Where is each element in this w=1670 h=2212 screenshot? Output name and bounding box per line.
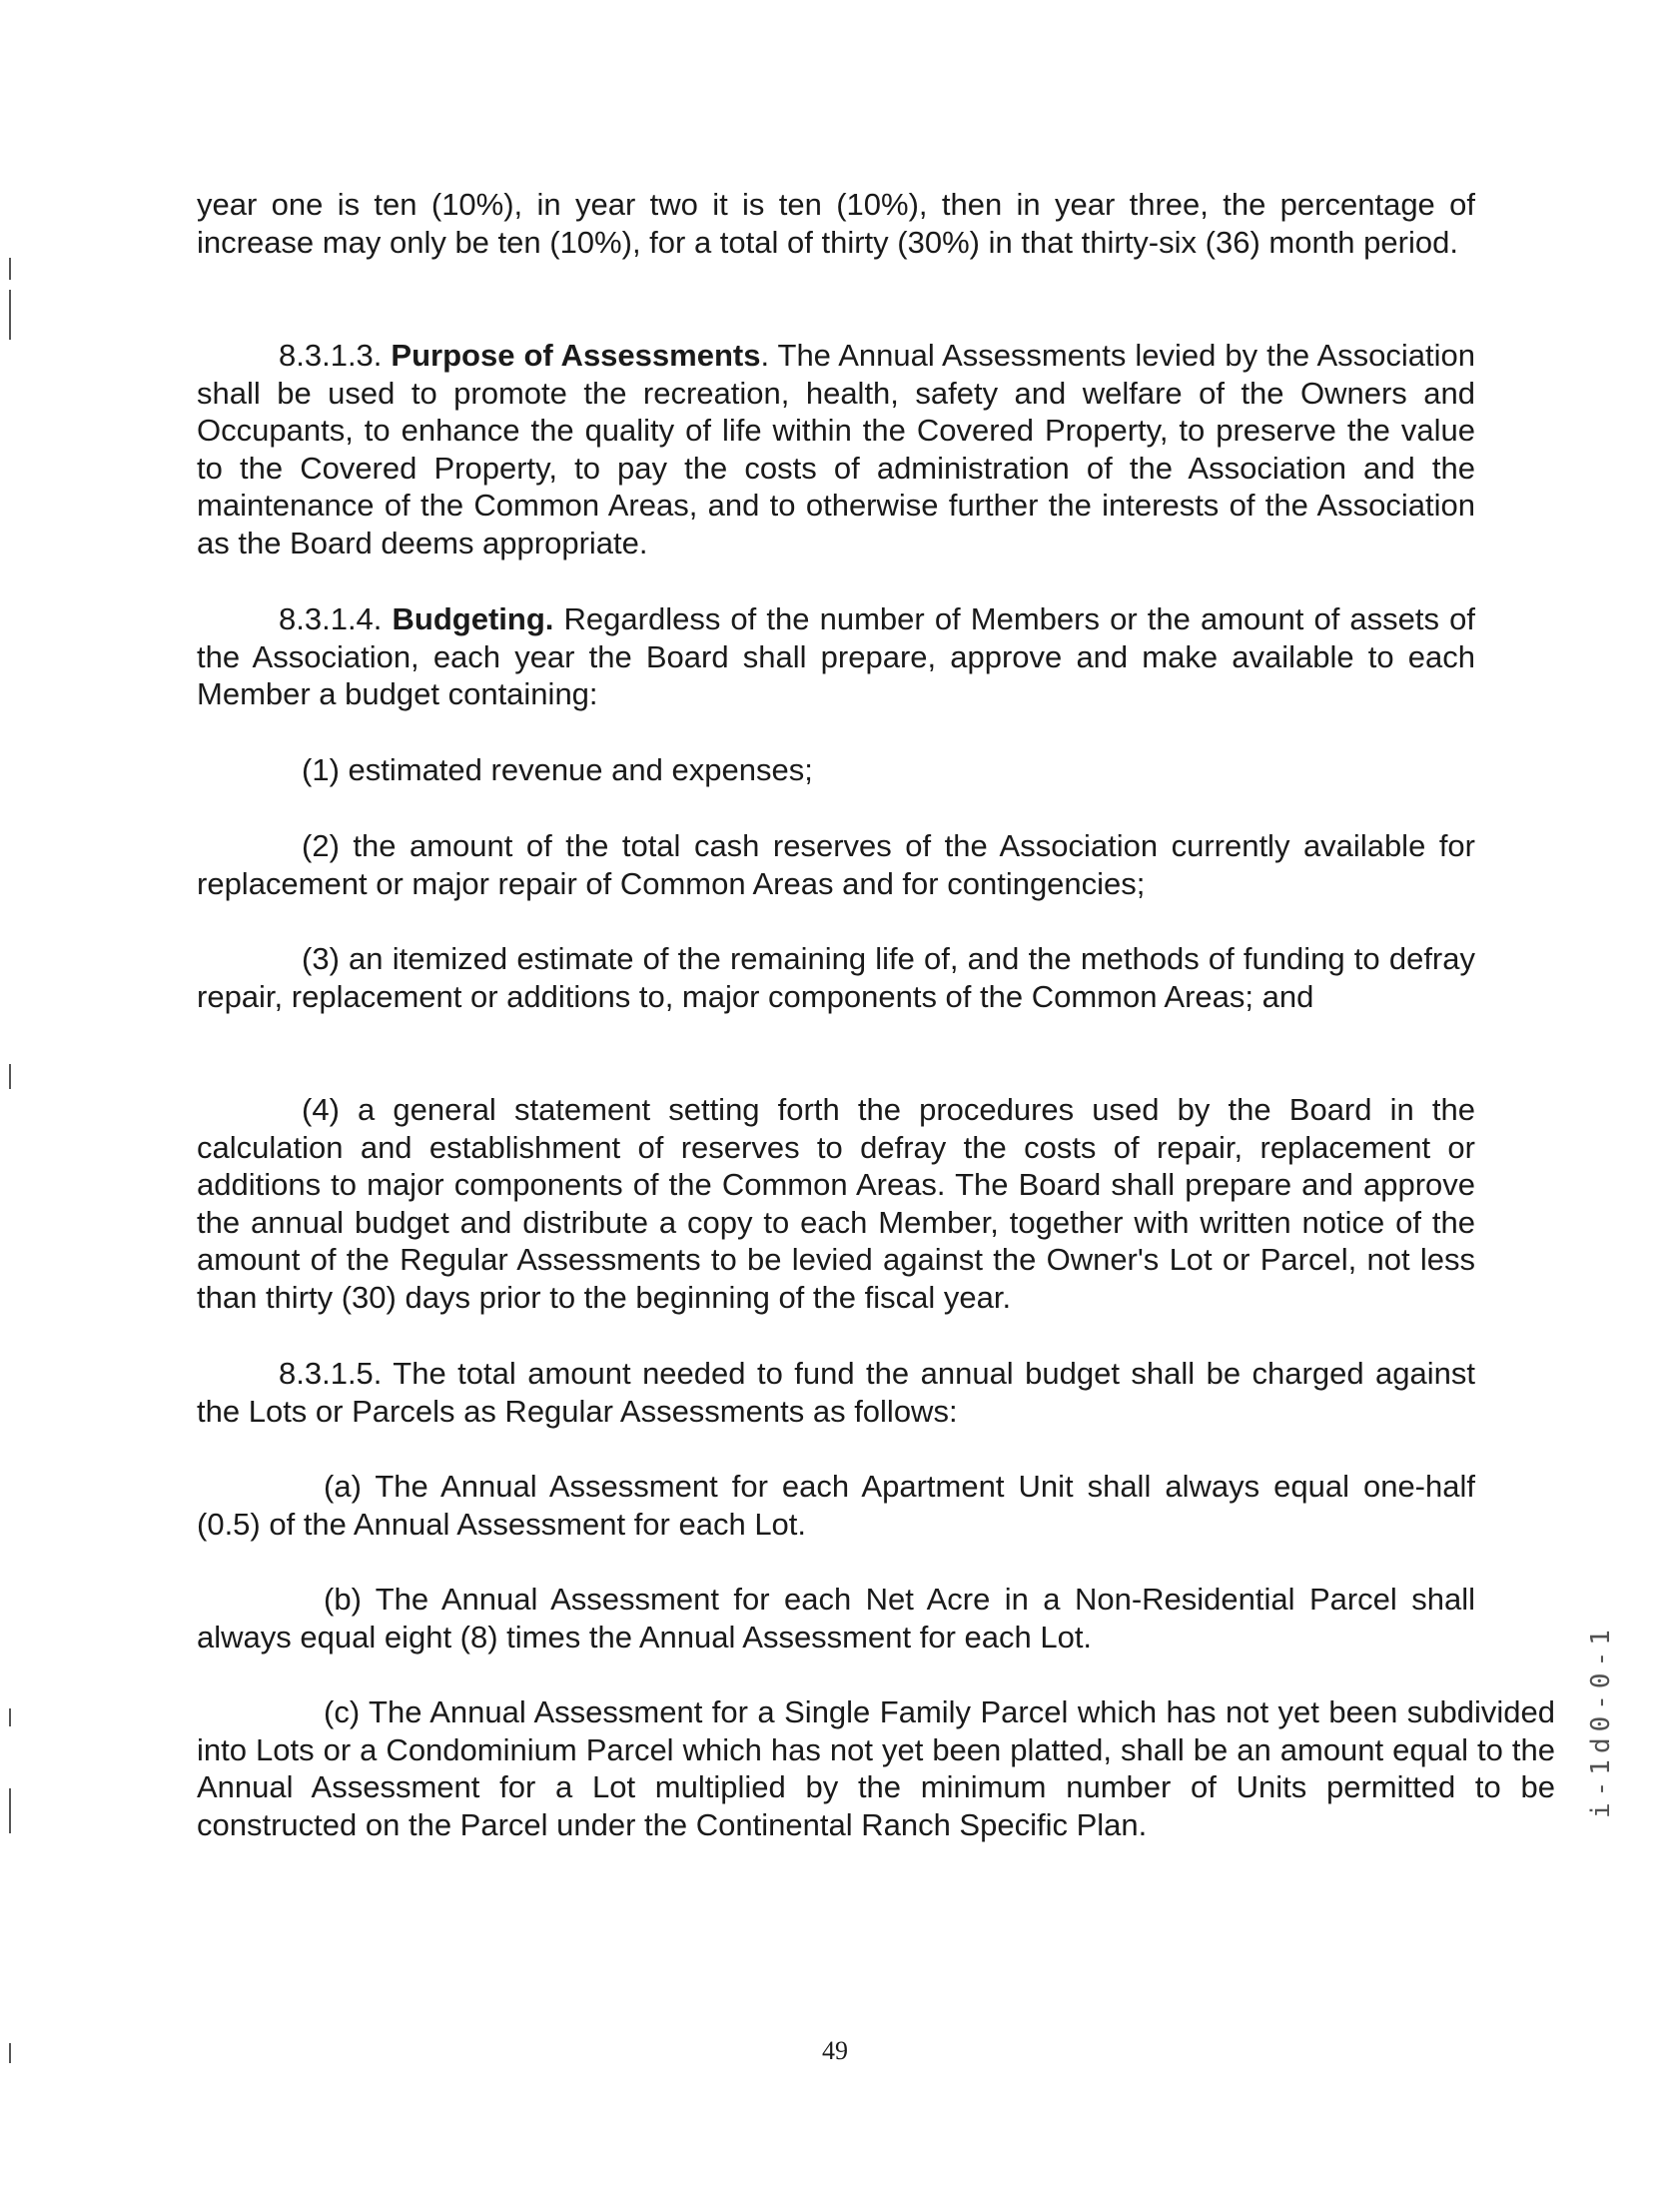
paragraph-continuation: year one is ten (10%), in year two it is ten (10%), then in year three, the percentage of increase may only be ten (10%), for a total of thirty (30%) in that thirty-six (36) month period. bbox=[197, 187, 1475, 260]
section-8-3-1-5: 8.3.1.5. The total amount needed to fund the annual budget shall be charged against the Lots or Parcels as Regular Assessments as follows: bbox=[197, 1356, 1475, 1429]
list-item-a: (a) The Annual Assessment for each Apartment Unit shall always equal one-half (0.5) of the Annual Assessment for each Lot. bbox=[197, 1469, 1475, 1542]
section-body: Regardless of the number of Members or the amount of assets of the Association, each year the Board shall prepare, approve and make available to each Member a budget containing: bbox=[197, 601, 1475, 712]
list-item-4: (4) a general statement setting forth the procedures used by the Board in the calculation and establishment of reserves to defray the costs of repair, replacement or additions to major components of the Common Areas. The Board shall prepare and approve the annual budget and distribute a copy to each Member, together with written notice of the amount of the Regular Assessments to be levied against the Owner's Lot or Parcel, not less than thirty (30) days prior to the beginning of the fiscal year. bbox=[197, 1092, 1475, 1315]
scan-margin-mark bbox=[9, 1788, 11, 1833]
list-item-1: (1) estimated revenue and expenses; bbox=[302, 752, 813, 787]
scan-margin-mark bbox=[9, 1708, 11, 1726]
section-8-3-1-4 bbox=[197, 600, 1475, 713]
section-heading: Budgeting. bbox=[392, 601, 554, 636]
recording-stamp: i-1d0-0-1 bbox=[1586, 1624, 1616, 1818]
list-item-2: (2) the amount of the total cash reserves of the Association currently available for replacement or major repair of Common Areas and for contingencies; bbox=[197, 828, 1475, 901]
scan-margin-mark bbox=[9, 290, 11, 340]
scan-margin-mark bbox=[9, 258, 11, 280]
page-number: 49 bbox=[822, 2036, 848, 2065]
list-item-3: (3) an itemized estimate of the remaining life of, and the methods of funding to defray repair, replacement or additions to, major components of the Common Areas; and bbox=[197, 941, 1475, 1014]
list-item-c: (c) The Annual Assessment for a Single Family Parcel which has not yet been subdivided into Lots or a Condominium Parcel which has not yet been platted, shall be an amount equal to the Annual Assessment for a Lot multiplied by the minimum number of Units permitted to be constructed on the Parcel under the Continental Ranch Specific Plan. bbox=[197, 1694, 1555, 1842]
section-number: 8.3.1.4. bbox=[279, 601, 383, 636]
section-heading: Purpose of Assessments bbox=[391, 338, 761, 373]
list-item-b: (b) The Annual Assessment for each Net Acre in a Non-Residential Parcel shall always equal eight (8) times the Annual Assessment for each Lot. bbox=[197, 1582, 1475, 1655]
scan-margin-mark bbox=[9, 1074, 11, 1089]
section-body: . The Annual Assessments levied by the Association shall be used to promote the recreation, health, safety and welfare of the Owners and Occupants, to enhance the quality of life within the Covered Property, to preserve the value to the Covered Property, to pay the costs of administration of the Association and the maintenance of the Common Areas, and to otherwise further the interests of the Association as the Board deems appropriate. bbox=[197, 338, 1475, 560]
section-8-3-1-3 bbox=[197, 337, 1475, 562]
section-number: 8.3.1.3. bbox=[279, 338, 383, 373]
